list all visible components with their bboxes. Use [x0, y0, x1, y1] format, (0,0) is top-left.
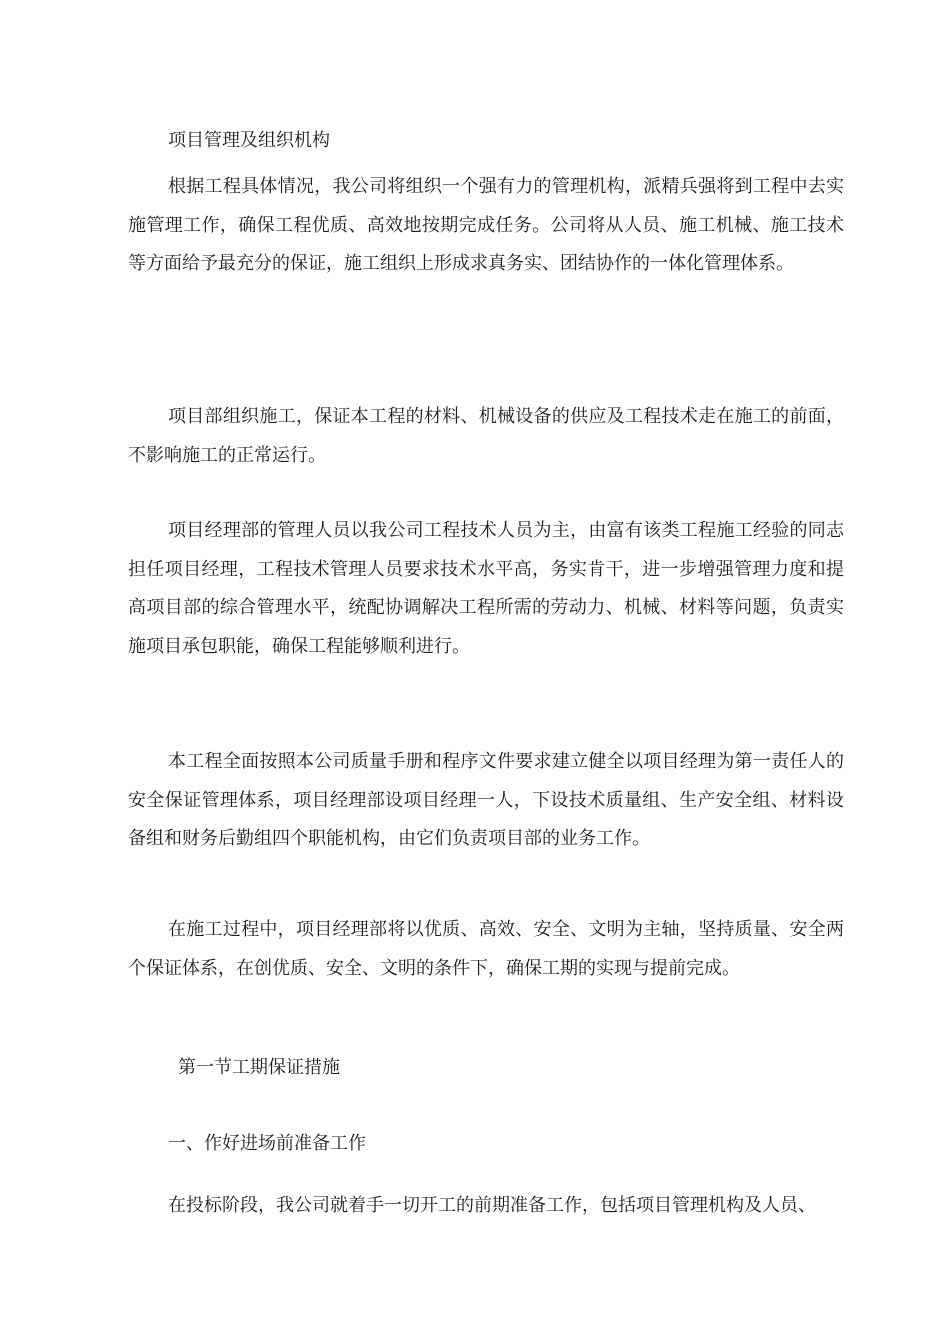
paragraph-construction-process: 在施工过程中，项目经理部将以优质、高效、安全、文明为主轴，坚持质量、安全两个保证体系，在创优质、安全、文明的条件下，确保工期的实现与提前完成。 — [128, 919, 844, 979]
paragraph-management-staff: 项目经理部的管理人员以我公司工程技术人员为主，由富有该类工程施工经验的同志担任项目经理，工程技术管理人员要求技术水平高，务实肯干，进一步增强管理力度和提高项目部的综合管理水平，统配协调解决工程所需的劳动力、机械、材料等问题，负责实施项目承包职能，确保工程能够顺利进行。 — [128, 520, 844, 657]
paragraph-organization: 根据工程具体情况，我公司将组织一个强有力的管理机构，派精兵强将到工程中去实施管理工作，确保工程优质、高效地按期完成任务。公司将从人员、施工机械、施工技术等方面给予最充分的保证，施工组织上形成求真务实、团结协作的一体化管理体系。 — [128, 176, 844, 274]
subsection-heading: 第一节工期保证措施 — [178, 1057, 340, 1078]
item-heading: 一、作好进场前准备工作 — [168, 1133, 366, 1154]
section-heading: 项目管理及组织机构 — [168, 130, 330, 151]
paragraph-safety-system: 本工程全面按照本公司质量手册和程序文件要求建立健全以项目经理为第一责任人的安全保证管理体系，项目经理部设项目经理一人，下设技术质量组、生产安全组、材料设备组和财务后勤组四个职能机构，由它们负责项目部的业务工作。 — [128, 751, 844, 849]
paragraph-supply: 项目部组织施工，保证本工程的材料、机械设备的供应及工程技术走在施工的前面，不影响施工的正常运行。 — [128, 406, 844, 466]
paragraph-preparation: 在投标阶段，我公司就着手一切开工的前期准备工作，包括项目管理机构及人员、 — [168, 1195, 816, 1216]
